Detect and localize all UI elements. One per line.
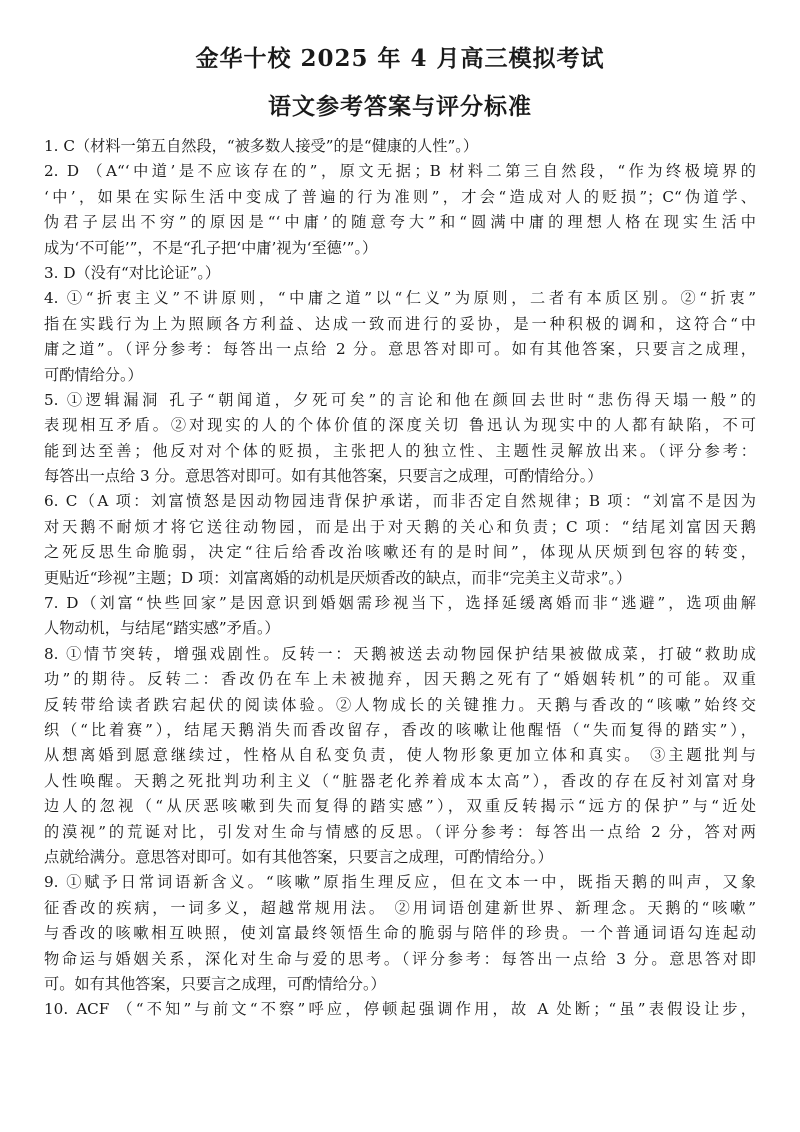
answer-line: 伪君子层出不穷”的原因是“‘中庸’的随意夸大”和“圆满中庸的理想人格在现实生活中: [44, 213, 756, 232]
answer-list: [44, 134, 756, 1023]
answer-line: 边人的忽视（“从厌恶咳嗽到失而复得的踏实感”），双重反转揭示“远方的保护”与“近处: [44, 797, 756, 816]
answer-line: 人性唤醒。天鹅之死批判功利主义（“脏器老化养着成本太高”），香改的存在反衬刘富对身: [44, 771, 756, 790]
answer-item: [44, 489, 756, 591]
answer-line: 庸之道”。（评分参考：每答出一点给 2 分。意思答对即可。如有其他答案，只要言之成理，: [44, 340, 756, 359]
answer-item: [44, 286, 756, 388]
answer-line: 对天鹅不耐烦才将它送往动物园，而是出于对天鹅的关心和负责；C 项：“结尾刘富因天鹅: [44, 517, 756, 536]
answer-line: 10. ACF （“不知”与前文“不察”呼应，停顿起强调作用，故 A 处断；“虽”表假设让步，: [44, 1000, 756, 1019]
answer-item: [44, 870, 756, 997]
answer-line: 与香改的咳嗽相互映照，使刘富最终领悟生命的脆弱与陪伴的珍贵。一个普通词语勾连起动: [44, 924, 756, 943]
answer-item: [44, 642, 756, 871]
answer-item: [44, 591, 756, 642]
answer-line: 每答出一点给 3 分。意思答对即可。如有其他答案，只要言之成理，可酌情给分。）: [44, 467, 603, 486]
answer-line: 物命运与婚姻关系，深化对生命与爱的思考。（评分参考：每答出一点给 3 分。意思答对即: [44, 949, 756, 968]
answer-line: 3. D（没有“对比论证”。）: [44, 263, 221, 282]
page-subtitle: 语文参考答案与评分标准: [268, 93, 532, 120]
answer-line: 7. D（刘富“快些回家”是因意识到婚姻需珍视当下，选择延缓离婚而非“逃避”，选项曲解: [44, 594, 756, 613]
answer-line: 点就给满分。意思答对即可。如有其他答案，只要言之成理，可酌情给分。）: [44, 847, 553, 866]
answer-line: 5. ①逻辑漏洞 孔子“朝闻道，夕死可矣”的言论和他在颜回去世时“悲伤得天塌一般”的: [44, 390, 756, 409]
answer-line: 可酌情给分。）: [44, 365, 143, 384]
answer-line: 成为‘不可能’”，不是“孔子把‘中庸’视为‘至德’”。）: [44, 238, 378, 257]
answer-line: 4. ①“折衷主义”不讲原则，“中庸之道”以“仁义”为原则，二者有本质区别。②“折衷”: [44, 289, 756, 308]
answer-line: 指在实践行为上为照顾各方利益、达成一致而进行的妥协，是一种积极的调和，这符合“中: [44, 314, 756, 333]
answer-line: 征香改的疾病，一词多义，超越常规用法。 ②用词语创建新世界、新理念。天鹅的“咳嗽”: [44, 898, 756, 917]
answer-line: 1. C（材料一第五自然段，“被多数人接受”的是“健康的人性”。）: [44, 137, 479, 155]
answer-line: 可。如有其他答案，只要言之成理，可酌情给分。）: [44, 974, 386, 993]
answer-item: [44, 388, 756, 490]
answer-line: 人物动机，与结尾“踏实感”矛盾。）: [44, 619, 280, 638]
answer-line: 织（“比着赛”），结尾天鹅消失而香改留存，香改的咳嗽让他醒悟（“失而复得的踏实”），: [44, 720, 756, 739]
answer-item: [44, 159, 756, 261]
answer-line: 的漠视”的荒诞对比，引发对生命与情感的反思。（评分参考：每答出一点给 2 分，答对两: [44, 822, 756, 841]
answer-line: 8. ①情节突转，增强戏剧性。反转一：天鹅被送去动物园保护结果被做成菜，打破“救助成: [44, 644, 756, 663]
answer-line: 从想离婚到愿意继续过，性格从自私变负责，使人物形象更加立体和真实。 ③主题批判与: [44, 746, 756, 765]
answer-line: 9. ①赋予日常词语新含义。“咳嗽”原指生理反应，但在文本一中，既指天鹅的叫声，又象: [44, 873, 756, 892]
answer-line: 6. C（A 项：刘富愤怒是因动物园违背保护承诺，而非否定自然规律；B 项：“刘富不是因为: [44, 492, 756, 511]
answer-line: 更贴近“珍视”主题；D 项：刘富离婚的动机是厌烦香改的缺点，而非“完美主义苛求”。）: [44, 568, 632, 587]
answer-item: [44, 261, 756, 286]
answer-item: [44, 997, 756, 1022]
answer-line: 功”的期待。反转二：香改仍在车上未被抛弃，因天鹅之死有了“婚姻转机”的可能。双重: [44, 670, 756, 689]
answer-line: 表现相互矛盾。②对现实的人的个体价值的深度关切 鲁迅认为现实中的人都有缺陷，不可: [44, 416, 756, 435]
answer-line: 反转带给读者跌宕起伏的阅读体验。②人物成长的关键推力。天鹅与香改的“咳嗽”始终交: [44, 695, 756, 714]
answer-line: 能到达至善；他反对对个体的贬损，主张把人的独立性、主题性灵解放出来。（评分参考：: [44, 441, 756, 460]
answer-line: 2. D （A“‘中道’是不应该存在的”，原文无据；B 材料二第三自然段，“作为终极境界的: [44, 162, 756, 181]
answer-line: 之死反思生命脆弱，决定“往后给香改治咳嗽还有的是时间”，体现从厌烦到包容的转变，: [44, 543, 756, 562]
answer-line: ‘中’，如果在实际生活中变成了普遍的行为准则”，才会“造成对人的贬损”；C“伪道学、: [44, 187, 756, 206]
answer-item: [44, 134, 756, 159]
page-title: 金华十校 2025 年 4 月高三模拟考试: [195, 45, 605, 72]
